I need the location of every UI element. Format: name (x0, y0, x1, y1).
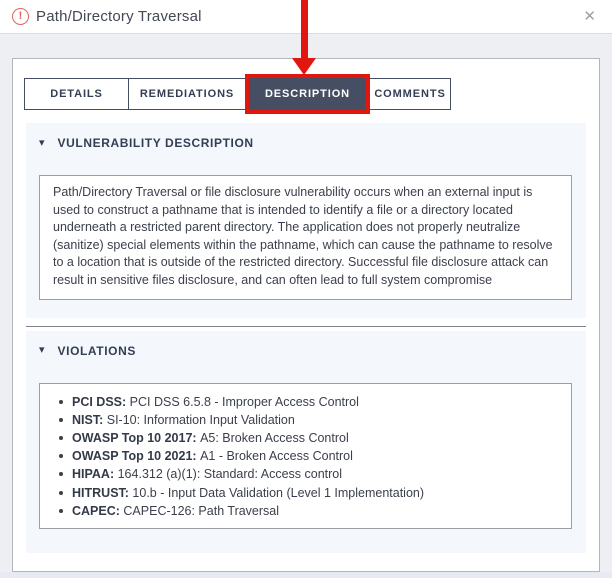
section-title: VIOLATIONS (57, 343, 136, 358)
bottom-strip (0, 572, 612, 578)
violation-list-item (40, 411, 561, 429)
section-divider (26, 326, 586, 327)
violation-text: A5: Broken Access Control (200, 430, 349, 445)
bullet-icon (59, 472, 63, 476)
dialog-body-panel (12, 58, 600, 572)
bullet-icon (59, 509, 63, 513)
violation-text: CAPEC-126: Path Traversal (123, 503, 280, 518)
violation-list-item (40, 465, 561, 483)
violation-label: HIPAA: (72, 467, 118, 482)
violation-label: OWASP Top 10 2017: (72, 430, 201, 445)
violation-text: A1 - Broken Access Control (200, 449, 353, 464)
annotation-highlight-box (245, 74, 370, 114)
violation-list-item (40, 484, 561, 502)
section-header-vulnerability-description[interactable] (39, 132, 572, 154)
section-header-violations[interactable] (39, 340, 572, 362)
annotation-arrow-shaft (301, 0, 308, 59)
bullet-icon (59, 491, 63, 495)
bullet-icon (59, 418, 63, 422)
violation-label: PCI DSS: (72, 394, 130, 409)
violation-list-item (40, 447, 561, 465)
tab-remediations[interactable]: REMEDIATIONS (128, 78, 246, 110)
violation-label: NIST: (72, 412, 107, 427)
bullet-icon (59, 400, 63, 404)
violation-list-item (40, 393, 561, 411)
violation-text: 164.312 (a)(1): Standard: Access control (117, 467, 343, 482)
violation-text: PCI DSS 6.5.8 - Improper Access Control (129, 394, 359, 409)
violation-label: HITRUST: (72, 485, 133, 500)
tab-details[interactable]: DETAILS (24, 78, 129, 110)
section-violations (26, 331, 586, 553)
collapse-arrow-icon: ▾ (39, 136, 45, 149)
violation-list-item (40, 429, 561, 447)
violation-label: OWASP Top 10 2021: (72, 449, 201, 464)
tab-comments[interactable]: COMMENTS (369, 78, 451, 110)
warning-circle-icon: ! (12, 8, 29, 25)
dialog-title: Path/Directory Traversal (36, 8, 202, 25)
section-vulnerability-description (26, 123, 586, 318)
description-text-box: Path/Directory Traversal or file disclosure vulnerability occurs when an external input is used to construct a pathname that is intended to identify a file or a directory located underneath a restricted parent directory. The application does not properly neutralize (sanitize) special elements within the pathname, which can cause the pathname to resolve to a location that is outside of the restricted directory. Successful file disclosure attack can result in sensitive files disclosure, and can often lead to full system compromise (39, 175, 572, 300)
violation-text: 10.b - Input Data Validation (Level 1 Implementation) (132, 485, 425, 500)
violation-text: SI-10: Information Input Validation (106, 412, 295, 427)
bullet-icon (59, 454, 63, 458)
close-icon[interactable]: ✕ (583, 8, 596, 25)
section-title: VULNERABILITY DESCRIPTION (57, 136, 254, 150)
tab-bar (24, 78, 599, 110)
collapse-arrow-icon: ▾ (39, 344, 45, 357)
bullet-icon (59, 436, 63, 440)
violations-list-box (39, 383, 572, 529)
annotation-arrow-head-icon (292, 58, 316, 75)
tab-description[interactable]: DESCRIPTION (249, 78, 366, 110)
violation-list-item (40, 502, 561, 520)
violation-label: CAPEC: (72, 503, 124, 518)
